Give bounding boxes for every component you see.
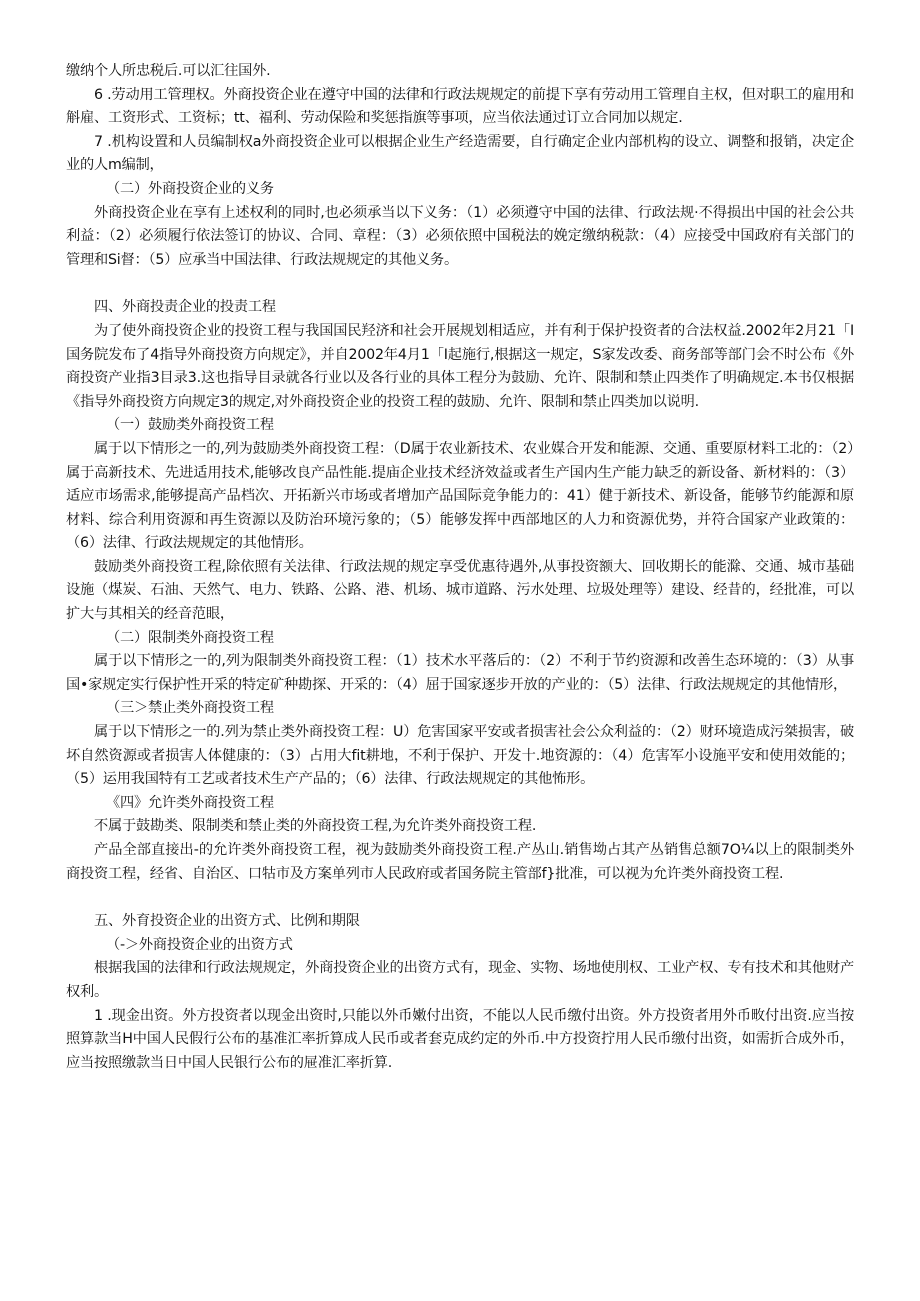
body-paragraph: 根据我国的法律和行政法规规定，外商投资企业的出资方式有，现金、实物、场地使刖权、工业产权、专有技术和其他财产权利。 <box>66 960 854 1000</box>
subsection-heading: （二）外商投资企业的义务 <box>106 180 274 197</box>
body-paragraph: 属于以下情形之一的,列为限制类外商投资工程：（1）技术水平落后的：（2）不利于节约资源和改善生态环境的：（3）从事国•家规定实行保护性开采的特定矿种勘探、开采的：（4）屈于国家逐步开放的产业的：（5）法律、行政法规规定的其他情形， <box>66 653 854 693</box>
body-paragraph: 缴纳个人所忠税后.可以汇往国外. <box>66 63 271 79</box>
body-paragraph: 1 .现金出资。外方投资者以现金出资时,只能以外币嫩付出资，不能以人民币缴付出资。外方投资者用外币畋付出资.应当按照算款当H中国人民假行公布的基准汇率折算成人民币或者套克成约定的外币.中方投资拧用人民币缴付出资，如需折合成外币，应当按照缴款当日中国人民银行公布的屉准汇率折算. <box>66 1007 854 1071</box>
body-paragraph: 为了使外商投资企业的投资工程与我国国民羟济和社会开展规划相适应，并有利于保护投资者的合法权益.2002年2月21「I国务院发布了4指导外商投资方向规定》，并自2002年4月1「I起施行,根据这一规定，S家发改委、商务部等部门会不时公布《外商投资产业指3目录3.这也指导目录就各行业以及各行业的具体工程分为鼓励、允许、限制和禁止四类作了明确规定.本书仅根据《指导外商投资方向规定3的规定,对外商投资企业的投资工程的鼓励、允许、限制和禁止四类加以说明. <box>66 322 854 410</box>
body-paragraph: 不属于鼓勘类、限制类和禁止类的外商投资工程,为允许类外商投资工程. <box>94 818 537 835</box>
subsection-heading: （一）鼓励类外商投资工程 <box>106 417 274 434</box>
subsection-heading: （二）限制类外商投资工程 <box>106 629 274 646</box>
body-paragraph: 属于以下情形之一的.列为禁止类外商投资工程：U）危害国家平安或者损害社会公众利益的：（2）财环境造成污桀损害，破坏自然资源或者损害人体健康的：（3）占用大fit耕地，不利于保护、开发十.地资源的：（4）危害军小设施平安和使用效能的；（5）运用我国特有工艺或者技术生产产品的；（6）法律、行政法规规定的其他怖形。 <box>66 724 854 788</box>
body-paragraph: 7 .机构设置和人员编制权a外商投资企业可以根据企业生产经造需要，自行确定企业内部机构的设立、调整和报销，决定企业的人m编制， <box>66 133 854 174</box>
body-paragraph: 6 .劳动用工管理权。外商投资企业在遵守中国的法律和行政法规规定的前提下享有劳动用工管理自主权，但对职工的雇用和斛雇、工资形式、工资标；tt、福利、劳动保险和奖惩指旗等事项，应当依法通过订立合同加以规定. <box>66 86 854 127</box>
section-heading: 四、外商投责企业的投责工程 <box>94 299 276 316</box>
paragraph-gap <box>66 886 854 910</box>
section-heading: 五、外育投资企业的出资方式、比例和期限 <box>94 913 360 930</box>
body-paragraph: 鼓励类外商投资工程,除依照有关法律、行政法规的规定享受优惠待遇外,从事投资额大、回收期长的能滁、交通、城市基础设施（煤炭、石油、天然气、电力、铁路、公路、港、机场、城市道路、污水处理、垃圾处理等）建设、经昔的，经批准，可以扩大与其相关的经音范眼， <box>66 558 854 623</box>
subsection-heading: （三＞禁止类外商投资工程 <box>106 700 274 717</box>
subsection-heading: （-＞外商投资企业的出资方式 <box>106 936 293 953</box>
paragraph-gap <box>66 272 854 296</box>
body-paragraph: 产品全部直接出-的允许类外商投资工程，视为鼓励类外商投资工程.产丛山.销售坳占其产丛销售总额7O¼以上的限制类外商投资工程，经省、自治区、口牯市及方案单列市人民政府或者国务院主管部f}批准，可以视为允许类外商投资工程. <box>66 842 854 882</box>
subsection-heading: 《四》允许类外商投资工程 <box>106 794 274 811</box>
body-paragraph: 外商投资企业在享有上述权利的同时,也必须承当以下义务：（1）必须遵守中国的法律、行政法规·不得损出中国的社会公共利益：（2）必须履行依法签订的协议、合同、章程：（3）必须依照中国税法的娩定缴纳税款：（4）应接受中国政府有关部门的管理和Si督：（5）应承当中国法律、行政法规规定的其他义务。 <box>66 204 854 268</box>
body-paragraph: 属于以下情形之一的,列为鼓励类外商投资工程：（D属于农业新技术、农业媒合开发和能源、交通、重要原材料工北的：（2）属于高新技术、先进适用技术,能够改良产品性能.提庙企业技术经济效益或者生产国内生产能力缺乏的新设备、新材料的：（3）适应市场需求,能够提高产品档次、开拓新兴市场或者增加产品国际竞争能力的：41）健于新技术、新设备，能够节约能源和原材料、综合利用资源和再生资源以及防治环境污象的；（5）能够发挥中西部地区的人力和资源优势，并符合国家产业政策的：（6）法律、行政法规规定的其他情形。 <box>66 440 854 552</box>
